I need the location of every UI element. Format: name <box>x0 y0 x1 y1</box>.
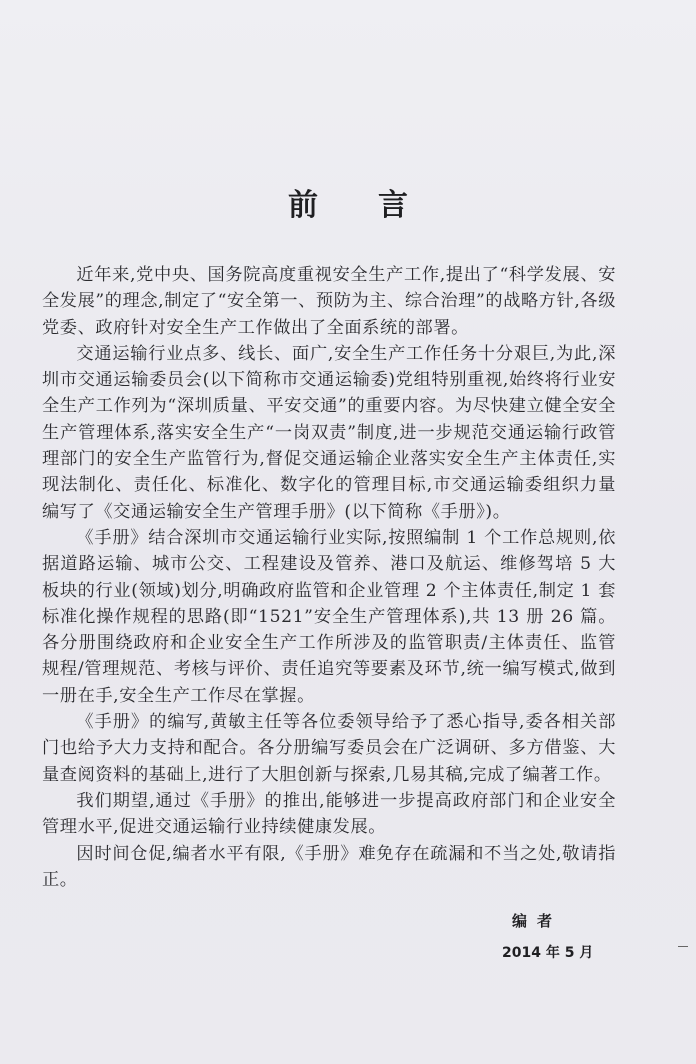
paragraph: 近年来,党中央、国务院高度重视安全生产工作,提出了“科学发展、安全发展”的理念,制定了“安全第一、预防为主、综合治理”的战略方针,各级党委、政府针对安全生产工作做出了全面系统的部署。 <box>42 265 616 338</box>
paragraph: 《手册》的编写,黄敏主任等各位委领导给予了悉心指导,委各相关部门也给予大力支持和配合。各分册编写委员会在广泛调研、多方借鉴、大量查阅资料的基础上,进行了大胆创新与探索,几易其稿,完成了编著工作。 <box>42 712 616 785</box>
paragraph: 因时间仓促,编者水平有限,《手册》难免存在疏漏和不当之处,敬请指正。 <box>42 843 616 890</box>
paragraph: 我们期望,通过《手册》的推出,能够进一步提高政府部门和企业安全管理水平,促进交通运输行业持续健康发展。 <box>42 790 616 838</box>
page-title: 前言 <box>288 188 468 223</box>
paragraph: 《手册》结合深圳市交通运输行业实际,按照编制 1 个工作总规则,依据道路运输、城市公交、工程建设及管养、港口及航运、维修驾培 5 大板块的行业(领域)划分,明确政府监管和企业管理 2 个主体责任,制定 1 套标准化操作规程的思路(即“1521”安全生产管理体系),共 13 册 26 篇。各分册围绕政府和企业安全生产工作所涉及的监管职责/主体责任、监管规程/管理规范、考核与评价、责任追究等要素及环节,统一编写模式,做到一册在手,安全生产工作尽在掌握。 <box>42 527 616 706</box>
paragraph: 交通运输行业点多、线长、面广,安全生产工作任务十分艰巨,为此,深圳市交通运输委员会(以下简称市交通运输委)党组特别重视,始终将行业安全生产工作列为“深圳质量、平安交通”的重要内容。为尽快建立健全安全生产管理体系,落实安全生产“一岗双责”制度,进一步规范交通运输行政管理部门的安全生产监管行为,督促交通运输企业落实安全生产主体责任,实现法制化、责任化、标准化、数字化的管理目标,市交通运输委组织力量编写了《交通运输安全生产管理手册》(以下简称《手册》)。 <box>42 343 616 522</box>
signature-author: 编者 <box>512 912 563 930</box>
signature-date: 2014 年 5 月 <box>502 945 594 961</box>
preface-body <box>42 262 616 893</box>
margin-mark <box>678 946 688 947</box>
